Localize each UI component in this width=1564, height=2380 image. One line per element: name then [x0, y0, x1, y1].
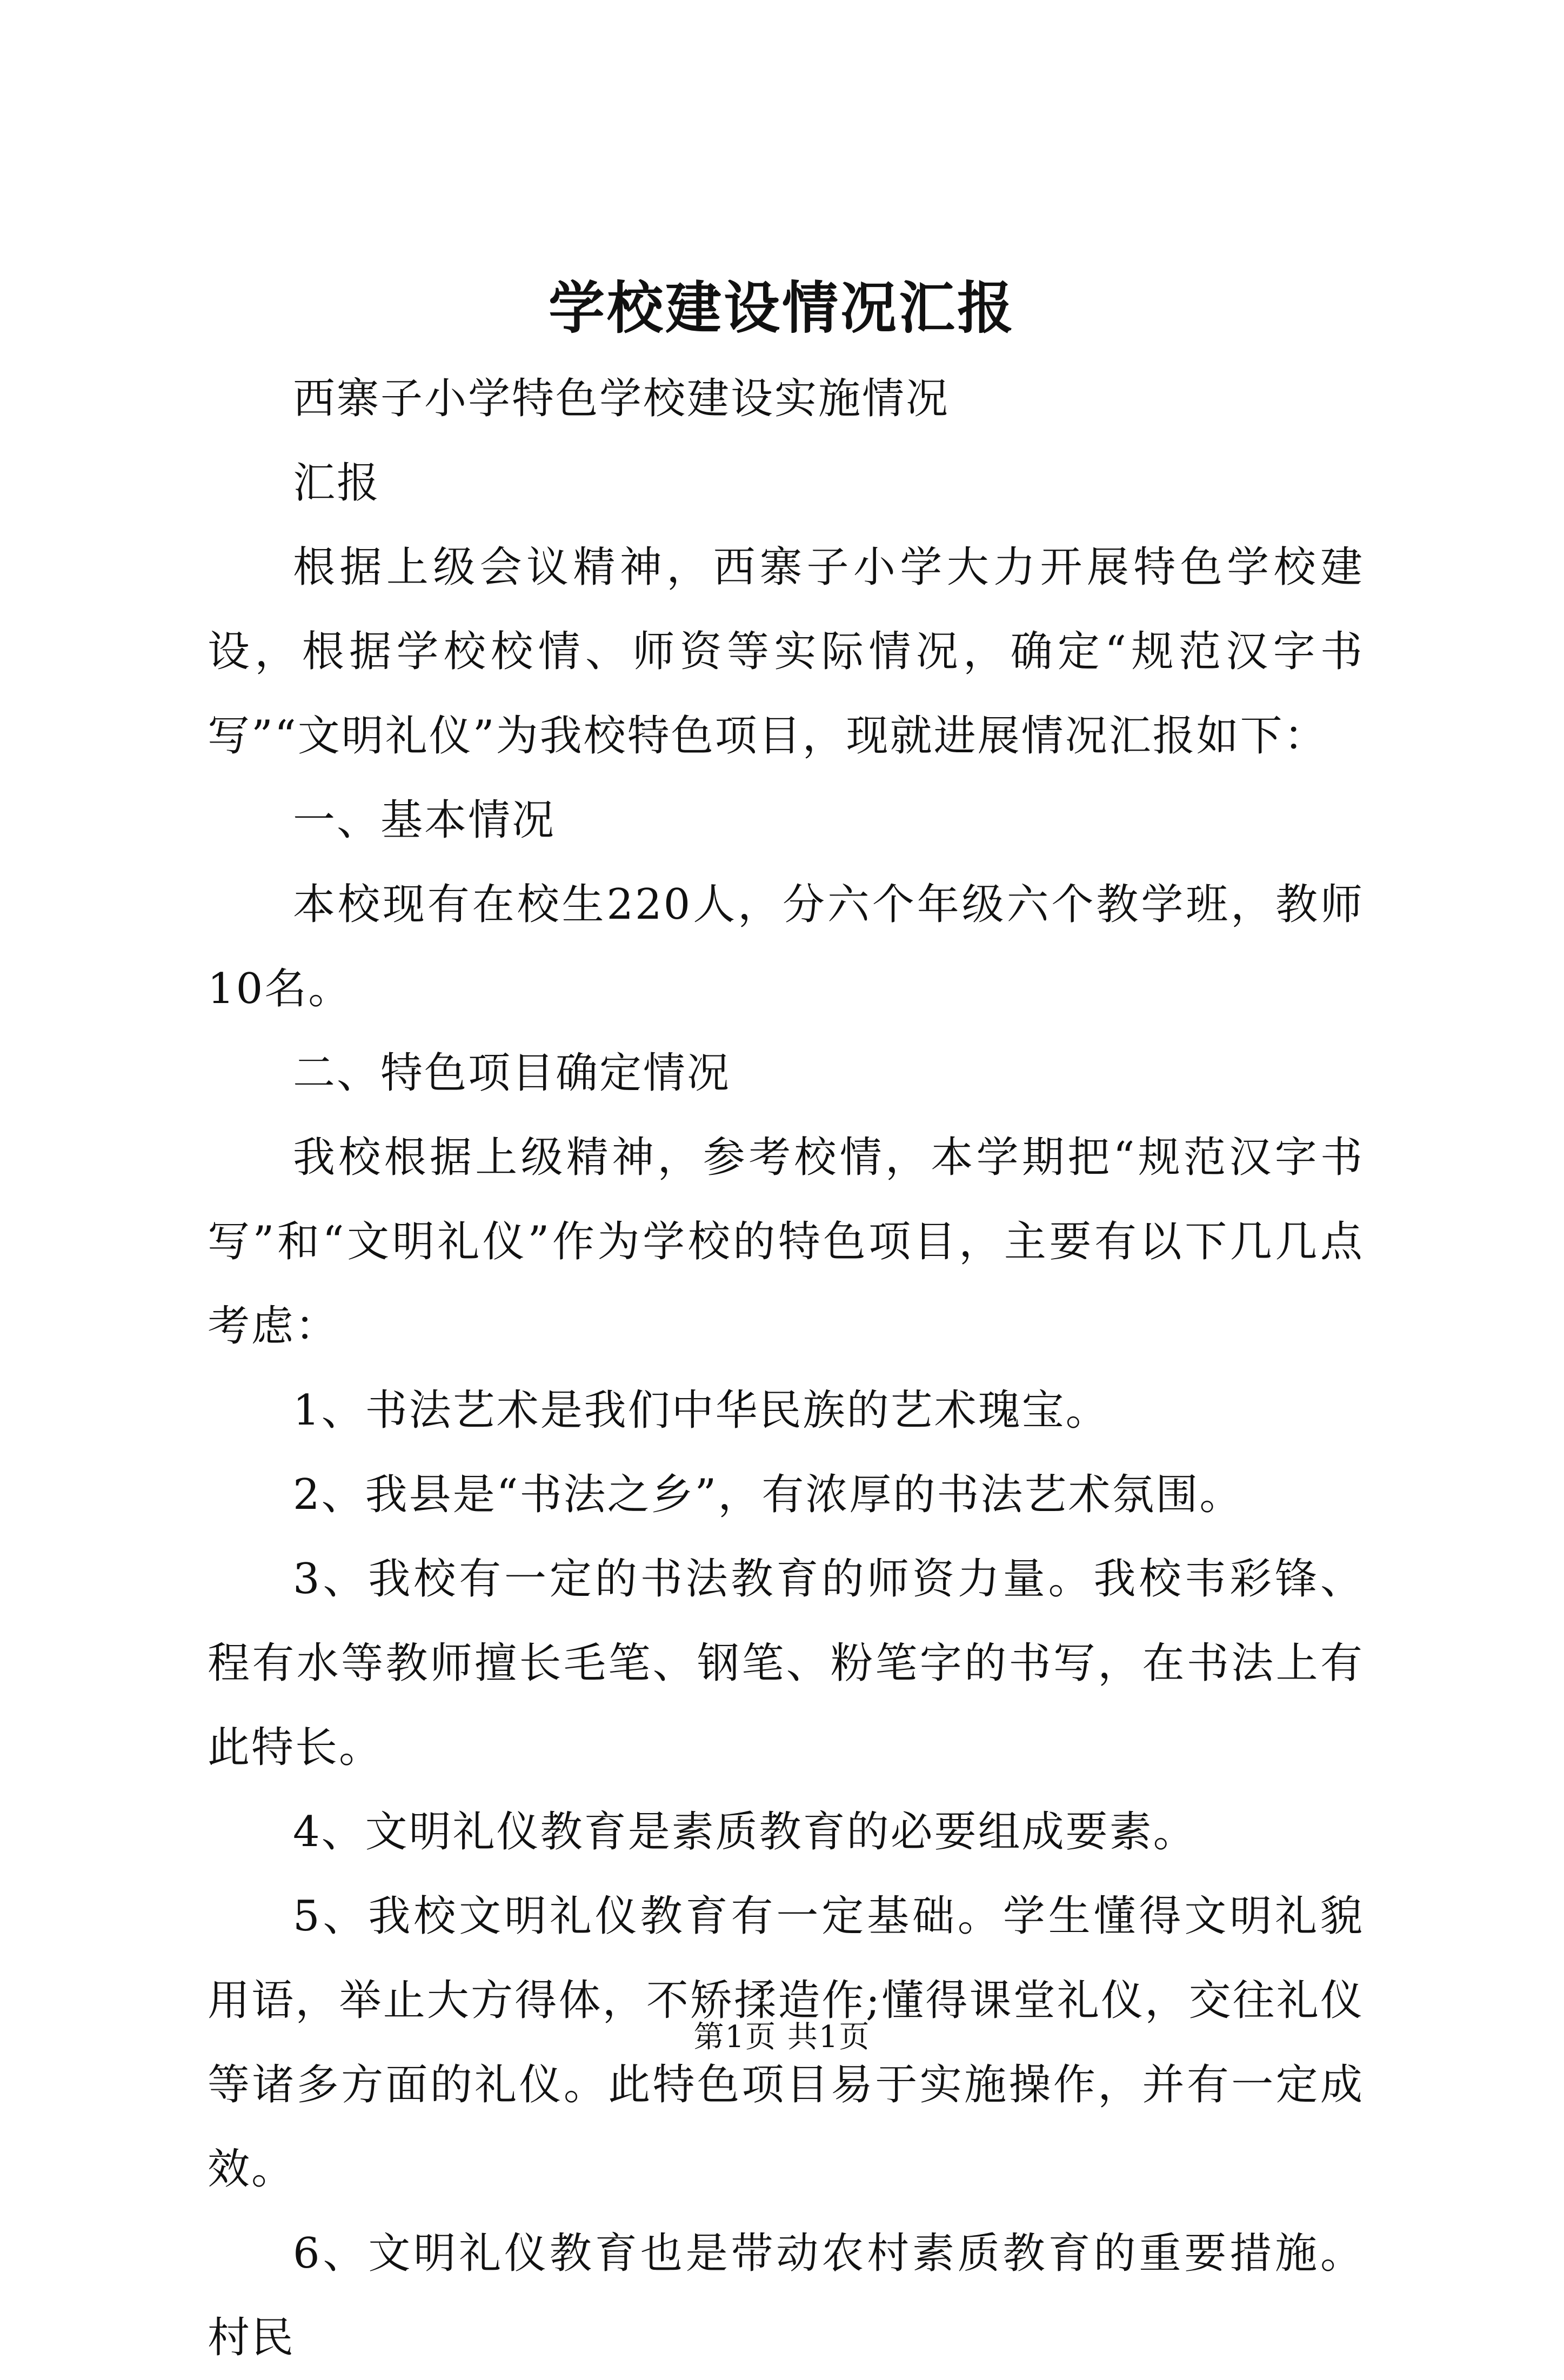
document-body — [208, 357, 1364, 2380]
list-item: 5、我校文明礼仪教育有一定基础。学生懂得文明礼貌用语，举止大方得体，不矫揉造作;懂得课堂礼仪，交往礼仪等诸多方面的礼仪。此特色项目易于实施操作，并有一定成效。 — [208, 1892, 1364, 2194]
section-heading: 一、基本情况 — [293, 796, 556, 845]
list-item: 3、我校有一定的书法教育的师资力量。我校韦彩锋、程有水等教师擅长毛笔、钢笔、粉笔字的书写，在书法上有此特长。 — [208, 1555, 1364, 1772]
list-item: 4、文明礼仪教育是素质教育的必要组成要素。 — [293, 1808, 1197, 1856]
paragraph: 汇报 — [293, 459, 381, 507]
page-number-footer: 第1页 共1页 — [693, 2020, 871, 2055]
list-item: 1、书法艺术是我们中华民族的艺术瑰宝。 — [293, 1386, 1109, 1435]
paragraph: 西寨子小学特色学校建设实施情况 — [293, 375, 950, 423]
document-title: 学校建设情况汇报 — [548, 275, 1015, 341]
list-item: 2、我县是“书法之乡”，有浓厚的书法艺术氛围。 — [293, 1470, 1244, 1519]
section-heading: 二、特色项目确定情况 — [293, 1049, 731, 1098]
paragraph: 根据上级会议精神，西寨子小学大力开展特色学校建设，根据学校校情、师资等实际情况，确定“规范汉字书写”“文明礼仪”为我校特色项目，现就进展情况汇报如下： — [208, 543, 1364, 760]
list-item: 6、文明礼仪教育也是带动农村素质教育的重要措施。村民 — [208, 2229, 1364, 2362]
paragraph: 我校根据上级精神，参考校情，本学期把“规范汉字书写”和“文明礼仪”作为学校的特色项目，主要有以下几几点考虑： — [208, 1133, 1364, 1351]
paragraph: 本校现有在校生220人，分六个年级六个教学班，教师10名。 — [208, 880, 1364, 1013]
